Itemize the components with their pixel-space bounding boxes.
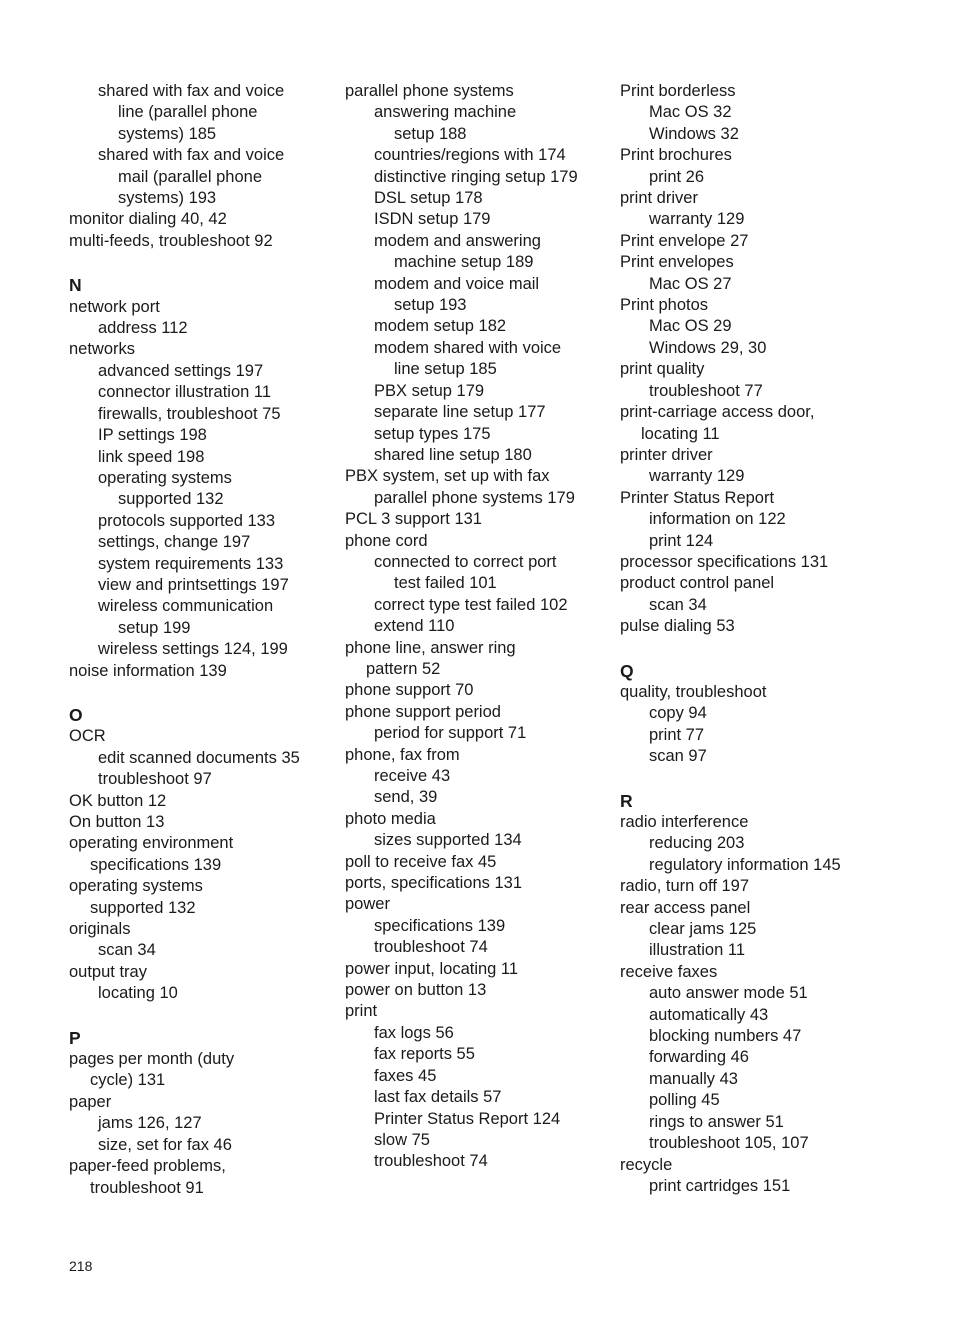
index-entry: pages per month (duty <box>69 1050 235 1069</box>
index-subentry: troubleshoot 91 <box>90 1178 204 1197</box>
index-subentry: wireless communication <box>98 597 274 616</box>
index-entry: originals <box>69 920 131 939</box>
index-entry: power input, locating 11 <box>345 959 519 978</box>
index-subentry: parallel phone systems 179 <box>374 488 575 507</box>
index-entry: phone support 70 <box>345 681 474 700</box>
index-subentry: manually 43 <box>649 1069 738 1088</box>
index-subentry: setup 188 <box>394 124 467 143</box>
index-subentry: auto answer mode 51 <box>649 984 808 1003</box>
index-subentry: scan 97 <box>649 747 707 766</box>
index-subentry: rings to answer 51 <box>649 1112 784 1131</box>
index-subentry: jams 126, 127 <box>98 1114 202 1133</box>
index-subentry: specifications 139 <box>374 916 506 935</box>
index-subentry: modem and voice mail <box>374 274 540 293</box>
index-subentry: Mac OS 27 <box>649 274 732 293</box>
index-entry: phone cord <box>345 531 428 550</box>
index-entry: receive faxes <box>620 962 718 981</box>
index-entry: phone support period <box>345 702 501 721</box>
index-entry: print-carriage access door, <box>620 403 815 422</box>
index-subentry: troubleshoot 77 <box>649 381 763 400</box>
index-subentry: warranty 129 <box>649 210 745 229</box>
index-entry: printer driver <box>620 445 713 464</box>
index-subentry: regulatory information 145 <box>649 855 841 874</box>
index-subentry: polling 45 <box>649 1091 720 1110</box>
index-subentry: warranty 129 <box>649 467 745 486</box>
section-letter: O <box>69 704 83 725</box>
index-subentry: Mac OS 29 <box>649 317 732 336</box>
index-subentry: information on 122 <box>649 510 786 529</box>
index-entry: Print borderless <box>620 82 736 100</box>
index-subentry: shared with fax and voice <box>98 82 285 100</box>
index-subentry: wireless settings 124, 199 <box>98 640 288 659</box>
index-entry: PCL 3 support 131 <box>345 510 482 529</box>
index-entry: ports, specifications 131 <box>345 874 523 893</box>
index-subentry: modem shared with voice <box>374 338 562 357</box>
index-entry: noise information 139 <box>69 661 227 680</box>
index-entry: processor specifications 131 <box>620 552 829 571</box>
index-subentry: print 77 <box>649 725 705 744</box>
index-subentry: line setup 185 <box>394 360 497 379</box>
index-subentry: fax reports 55 <box>374 1045 475 1064</box>
index-subentry: copy 94 <box>649 704 707 723</box>
index-subentry: Mac OS 32 <box>649 103 732 122</box>
index-subentry: answering machine <box>374 103 517 122</box>
index-subentry: modem setup 182 <box>374 317 507 336</box>
index-subentry: edit scanned documents 35 <box>98 748 300 767</box>
index-subentry: view and printsettings 197 <box>98 575 289 594</box>
index-subentry: illustration 11 <box>649 941 745 960</box>
index-subentry: link speed 198 <box>98 447 205 466</box>
index-entry: print driver <box>620 189 698 208</box>
index-entry: quality, troubleshoot <box>620 682 767 701</box>
index-subentry: print 26 <box>649 167 705 186</box>
index-subentry: Windows 32 <box>649 124 739 143</box>
index-entry: operating systems <box>69 877 203 896</box>
index-subentry: receive 43 <box>374 767 451 785</box>
index-subentry: systems) 193 <box>118 189 217 208</box>
index-subentry: connected to correct port <box>374 552 557 571</box>
index-column-1 <box>69 81 300 1199</box>
index-entry: print quality <box>620 360 705 379</box>
index-subentry: machine setup 189 <box>394 253 534 272</box>
index-subentry: mail (parallel phone <box>118 167 262 186</box>
index-subentry: last fax details 57 <box>374 1088 502 1107</box>
index-entry: Print brochures <box>620 146 732 165</box>
index-subentry: sizes supported 134 <box>374 831 522 850</box>
index-subentry: line (parallel phone <box>118 103 258 122</box>
index-entry: OCR <box>69 727 106 746</box>
index-column-2 <box>345 81 578 1173</box>
index-subentry: automatically 43 <box>649 1005 769 1024</box>
index-entry: phone, fax from <box>345 745 460 764</box>
index-entry: On button 13 <box>69 813 165 831</box>
index-subentry: address 112 <box>98 319 188 338</box>
index-entry: multi-feeds, troubleshoot 92 <box>69 231 273 250</box>
index-subentry: PBX setup 179 <box>374 381 485 400</box>
index-subentry: DSL setup 178 <box>374 189 483 208</box>
index-entry: Printer Status Report <box>620 488 775 507</box>
index-subentry: settings, change 197 <box>98 533 251 552</box>
index-entry: paper <box>69 1092 112 1111</box>
index-subentry: troubleshoot 74 <box>374 1152 488 1171</box>
index-subentry: troubleshoot 74 <box>374 938 488 957</box>
index-entry: networks <box>69 340 136 359</box>
index-subentry: extend 110 <box>374 617 455 636</box>
index-entry: parallel phone systems <box>345 82 514 100</box>
index-subentry: send, 39 <box>374 788 438 807</box>
index-subentry: correct type test failed 102 <box>374 595 568 614</box>
index-subentry: Printer Status Report 124 <box>374 1109 561 1128</box>
index-subentry: pattern 52 <box>366 659 441 678</box>
index-subentry: operating systems <box>98 468 232 487</box>
section-letter: Q <box>620 660 634 681</box>
index-subentry: setup 193 <box>394 296 467 315</box>
index-subentry: test failed 101 <box>394 574 497 593</box>
index-subentry: specifications 139 <box>90 855 222 874</box>
index-entry: radio interference <box>620 813 749 831</box>
index-subentry: forwarding 46 <box>649 1048 749 1067</box>
index-entry: radio, turn off 197 <box>620 877 750 896</box>
index-entry: PBX system, set up with fax <box>345 467 550 486</box>
index-subentry: IP settings 198 <box>98 426 207 445</box>
index-subentry: period for support 71 <box>374 724 527 743</box>
index-subentry: modem and answering <box>374 231 541 250</box>
index-entry: Print envelopes <box>620 253 734 272</box>
index-entry: phone line, answer ring <box>345 638 516 657</box>
index-entry: print <box>345 1002 378 1021</box>
index-subentry: size, set for fax 46 <box>98 1135 232 1154</box>
index-subentry: separate line setup 177 <box>374 403 546 422</box>
index-subentry: reducing 203 <box>649 834 745 853</box>
index-entry: power on button 13 <box>345 981 487 1000</box>
index-subentry: print cartridges 151 <box>649 1176 791 1195</box>
index-entry: Print photos <box>620 296 709 315</box>
index-subentry: setup 199 <box>118 618 191 637</box>
index-subentry: print 124 <box>649 531 714 550</box>
index-entry: poll to receive fax 45 <box>345 852 497 871</box>
section-letter: R <box>620 790 633 811</box>
index-subentry: supported 132 <box>90 898 196 917</box>
index-entry: Print envelope 27 <box>620 231 749 250</box>
index-subentry: fax logs 56 <box>374 1023 454 1042</box>
index-entry: recycle <box>620 1155 673 1174</box>
index-entry: output tray <box>69 962 147 981</box>
page-number: 218 <box>69 1258 93 1274</box>
section-letter: N <box>69 275 82 296</box>
index-entry: operating environment <box>69 834 234 853</box>
index-subentry: scan 34 <box>649 595 707 614</box>
index-subentry: distinctive ringing setup 179 <box>374 167 578 186</box>
index-subentry: cycle) 131 <box>90 1071 166 1090</box>
index-subentry: connector illustration 11 <box>98 383 272 402</box>
index-subentry: protocols supported 133 <box>98 511 276 530</box>
index-subentry: shared line setup 180 <box>374 445 532 464</box>
index-subentry: troubleshoot 105, 107 <box>649 1134 809 1153</box>
index-subentry: faxes 45 <box>374 1066 437 1085</box>
index-subentry: systems) 185 <box>118 124 217 143</box>
section-letter: P <box>69 1027 81 1048</box>
index-entry: power <box>345 895 390 914</box>
index-column-3 <box>620 81 841 1197</box>
index-entry: OK button 12 <box>69 791 167 810</box>
index-subentry: countries/regions with 174 <box>374 146 566 165</box>
index-subentry: locating 10 <box>98 984 178 1003</box>
index-entry: photo media <box>345 809 436 828</box>
index-subentry: advanced settings 197 <box>98 361 264 380</box>
index-subentry: ISDN setup 179 <box>374 210 491 229</box>
index-subentry: system requirements 133 <box>98 554 284 573</box>
index-subentry: setup types 175 <box>374 424 491 443</box>
index-subentry: locating 11 <box>641 424 720 443</box>
index-subentry: Windows 29, 30 <box>649 338 767 357</box>
index-subentry: supported 132 <box>118 490 224 509</box>
index-entry: paper-feed problems, <box>69 1157 226 1176</box>
index-entry: monitor dialing 40, 42 <box>69 210 227 229</box>
index-subentry: firewalls, troubleshoot 75 <box>98 404 281 423</box>
index-entry: network port <box>69 297 160 316</box>
index-entry: product control panel <box>620 574 775 593</box>
index-entry: pulse dialing 53 <box>620 617 735 636</box>
index-subentry: shared with fax and voice <box>98 146 285 165</box>
index-subentry: blocking numbers 47 <box>649 1027 802 1046</box>
index-subentry: clear jams 125 <box>649 920 757 939</box>
index-subentry: slow 75 <box>374 1130 430 1149</box>
index-subentry: scan 34 <box>98 941 156 960</box>
index-subentry: troubleshoot 97 <box>98 770 212 789</box>
index-entry: rear access panel <box>620 898 751 917</box>
